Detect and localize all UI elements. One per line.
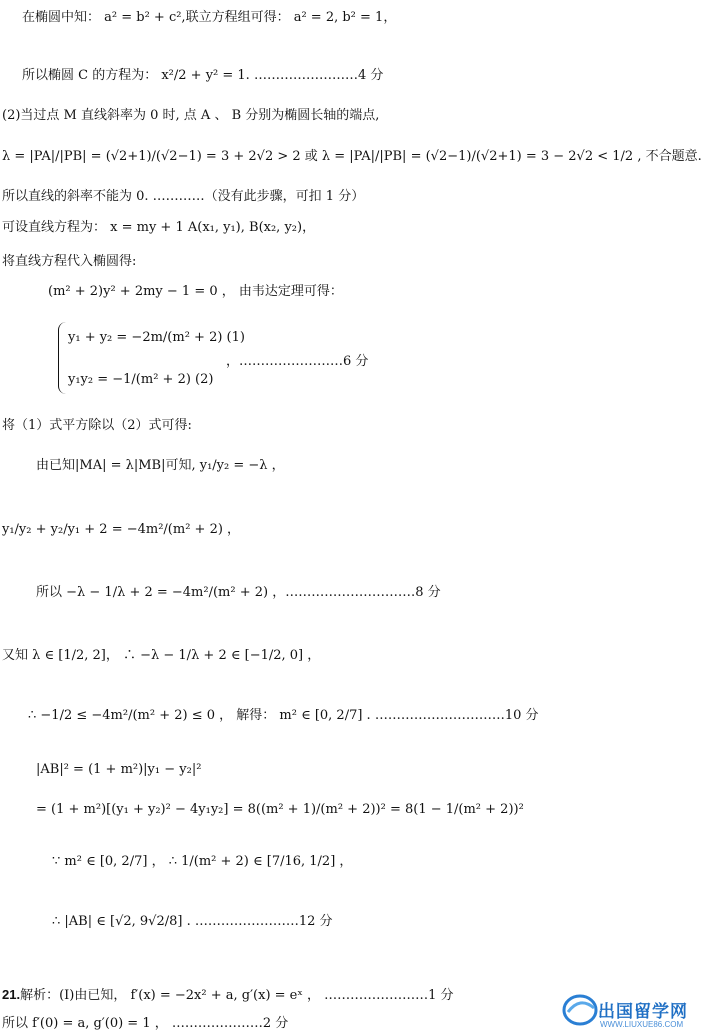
formula-lambda-cases: λ = |PA|/|PB| = (√2+1)/(√2−1) = 3 + 2√2 > 2 或 λ = |PA|/|PB| = (√2−1)/(√2+1) = 3 − 2√2 < 1/2 , 不合题意. <box>2 149 702 164</box>
formula-ab-expand: = (1 + m²)[(y₁ + y₂)² − 4y₁y₂] = 8((m² + 1)/(m² + 2))² = 8(1 − 1/(m² + 2))² <box>36 802 524 817</box>
formula-lambda-range: 又知 λ ∈ [1/2, 2]， ∴ −λ − 1/λ + 2 ∈ [−1/2, 0] ， <box>2 648 321 663</box>
problem-21 <box>2 985 454 1006</box>
text-line-3: (2)当过点 M 直线斜率为 0 时, 点 A 、 B 分别为椭圆长轴的端点, <box>2 108 380 123</box>
formula-lambda-eq: 所以 −λ − 1/λ + 2 = −4m²/(m² + 2) ，…………………………8 分 <box>36 585 441 600</box>
text-line-12: 将（1）式平方除以（2）式可得: <box>2 418 192 433</box>
watermark-url: WWW.LIUXUE86.COM <box>600 1020 684 1029</box>
formula-ab-range: ∴ |AB| ∈ [√2, 9√2/8] . ……………………12 分 <box>52 914 333 929</box>
text-line-1: 在椭圆中知： a² = b² + c²,联立方程组可得： a² = 2, b² = 1， <box>22 10 397 25</box>
formula-m-range: ∴ −1/2 ≤ −4m²/(m² + 2) ≤ 0 ， 解得： m² ∈ [0, 2/7] . …………………………10 分 <box>28 708 539 723</box>
text-line-23: 所以 f′(0) = a, g′(0) = 1 ， …………………2 分 <box>2 1016 289 1031</box>
problem-21-text: 解析：(Ⅰ)由已知， f′(x) = −2x² + a, g′(x) = eˣ ， ……………………1 分 <box>20 988 454 1003</box>
formula-vieta-product: y₁y₂ = −1/(m² + 2) (2) <box>68 372 214 387</box>
text-line-7: 将直线方程代入椭圆得: <box>2 254 137 269</box>
text-line-2: 所以椭圆 C 的方程为： x²/2 + y² = 1. ……………………4 分 <box>22 68 384 83</box>
formula-ratio: 由已知|MA| = λ|MB|可知, y₁/y₂ = −λ ， <box>36 458 285 473</box>
text-line-5: 所以直线的斜率不能为 0. …………（没有此步骤，可扣 1 分） <box>2 189 365 204</box>
formula-sum-ratio: y₁/y₂ + y₂/y₁ + 2 = −4m²/(m² + 2) ， <box>2 522 241 537</box>
watermark-name: 出国留学网 <box>598 1002 688 1021</box>
formula-quadratic: (m² + 2)y² + 2my − 1 = 0 ， 由韦达定理可得： <box>48 284 343 299</box>
formula-vieta-sum: y₁ + y₂ = −2m/(m² + 2) (1) <box>68 330 245 345</box>
formula-inverse-range: ∵ m² ∈ [0, 2/7] ， ∴ 1/(m² + 2) ∈ [7/16, 1/2] ， <box>52 854 353 869</box>
problem-number: 21. <box>2 987 21 1002</box>
score-6: ，……………………6 分 <box>226 354 369 369</box>
text-line-6: 可设直线方程为： x = my + 1 A(x₁, y₁), B(x₂, y₂)， <box>2 220 316 235</box>
formula-ab-squared: |AB|² = (1 + m²)|y₁ − y₂|² <box>36 762 202 777</box>
